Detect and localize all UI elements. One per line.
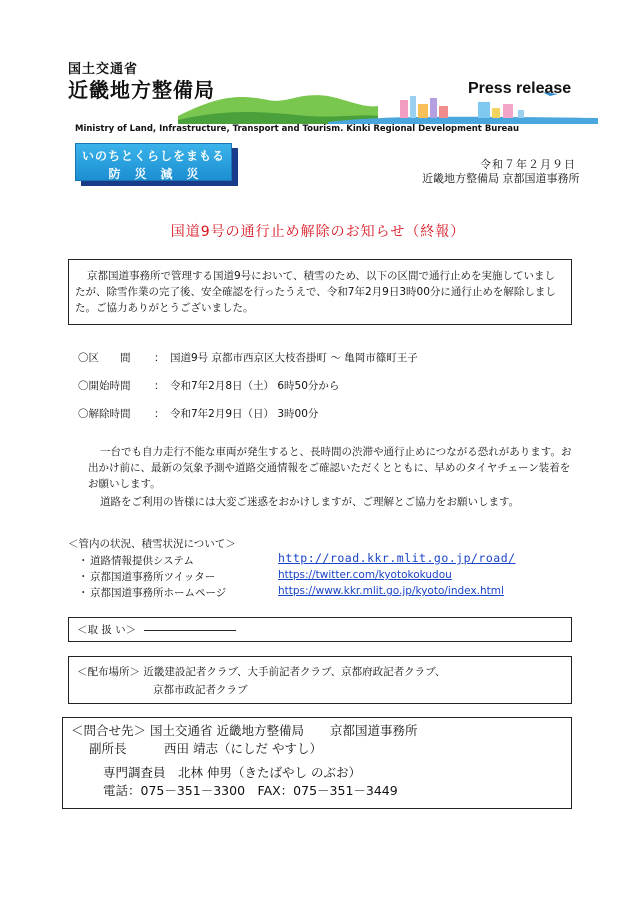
handling-box — [68, 617, 572, 642]
link-row-homepage — [78, 585, 558, 600]
link-label: 京都国道事務所ツイッター — [90, 571, 216, 583]
bureau-name: 近畿地方整備局 — [68, 78, 215, 102]
contact-bureau: ＜問合せ先＞ 国土交通省 近畿地方整備局 — [71, 723, 304, 738]
contact-deputy: 副所長 西田 靖志（にしだ やすし） — [89, 741, 322, 756]
contact-box — [62, 717, 572, 809]
info-row-section — [78, 350, 418, 365]
road-info-link[interactable]: http://road.kkr.mlit.go.jp/road/ — [278, 551, 516, 565]
issuing-office: 近畿地方整備局 京都国道事務所 — [422, 172, 580, 185]
info-value: 令和7年2月9日（日） 3時00分 — [170, 408, 319, 420]
twitter-link[interactable]: https://twitter.com/kyotokokudou — [278, 569, 452, 581]
ministry-name: 国土交通省 — [68, 62, 139, 77]
contact-phone-fax: 電話：075－351－3300 FAX：075－351－3449 — [103, 783, 398, 798]
info-label: 〇区 間 — [78, 352, 131, 364]
info-label: 〇開始時間 — [78, 380, 131, 392]
info-colon: ： — [154, 352, 165, 364]
info-row-release-time — [78, 406, 318, 421]
contact-heading — [71, 722, 571, 740]
distribution-line-2: 京都市政記者クラブ — [153, 684, 248, 696]
link-row-twitter — [78, 569, 558, 584]
caution-paragraph: 一台でも自力走行不能な車両が発生すると、長時間の渋滞や通行止めにつながる恐れがあります。お出かけ前に、最新の気象予測や道路交通情報をご確認いただくとともに、早めのタイヤチェーン装着をお願いします。 — [88, 446, 572, 490]
slogan-line-1: いのちとくらしをまもる — [81, 149, 225, 163]
disaster-prevention-slogan — [75, 143, 232, 181]
info-label: 〇解除時間 — [78, 408, 131, 420]
handling-blank-line — [144, 630, 236, 631]
slogan-line-2: 防災減災 — [108, 167, 213, 181]
contact-investigator: 専門調査員 北林 伸男（きたばやし のぶお） — [103, 765, 361, 780]
link-label: 京都国道事務所ホームページ — [90, 587, 227, 599]
press-release-label: Press release — [468, 80, 572, 97]
ministry-english-name: Ministry of Land, Infrastructure, Transport and Tourism. Kinki Regional Development Bureau — [75, 124, 520, 134]
link-label: 道路情報提供システム — [90, 555, 194, 567]
contact-office: 京都国道事務所 — [329, 723, 418, 738]
handling-label: ＜取 扱 い＞ — [77, 624, 137, 636]
status-section-heading: ＜管内の状況、積雪状況について＞ — [68, 538, 236, 550]
bullet: ・ — [78, 587, 89, 599]
document-title: 国道9号の通行止め解除のお知らせ（終報） — [170, 224, 466, 240]
info-colon: ： — [154, 380, 165, 392]
notice-summary: 京都国道事務所で管理する国道9号において、積雪のため、以下の区間で通行止めを実施していましたが、除雪作業の完了後、安全確認を行ったうえで、令和7年2月9日3時00分に通行止めを解除しました。ご協力ありがとうございました。 — [68, 259, 572, 325]
link-row-road-info — [78, 553, 558, 568]
distribution-line-1: ＜配布場所＞ 近畿建設記者クラブ、大手前記者クラブ、京都府政記者クラブ、 — [77, 666, 446, 678]
info-row-start-time — [78, 378, 339, 393]
bullet: ・ — [78, 555, 89, 567]
info-value: 令和7年2月8日（土） 6時50分から — [170, 380, 340, 392]
info-colon: ： — [154, 408, 165, 420]
info-value: 国道9号 京都市西京区大枝沓掛町 ～ 亀岡市篠町王子 — [170, 352, 418, 364]
distribution-box — [68, 656, 572, 704]
release-date: 令和７年２月９日 — [480, 158, 576, 171]
apology-paragraph: 道路をご利用の皆様には大変ご迷惑をおかけしますが、ご理解とご協力をお願いします。 — [100, 496, 520, 508]
bullet: ・ — [78, 571, 89, 583]
homepage-link[interactable]: https://www.kkr.mlit.go.jp/kyoto/index.html — [278, 585, 504, 597]
